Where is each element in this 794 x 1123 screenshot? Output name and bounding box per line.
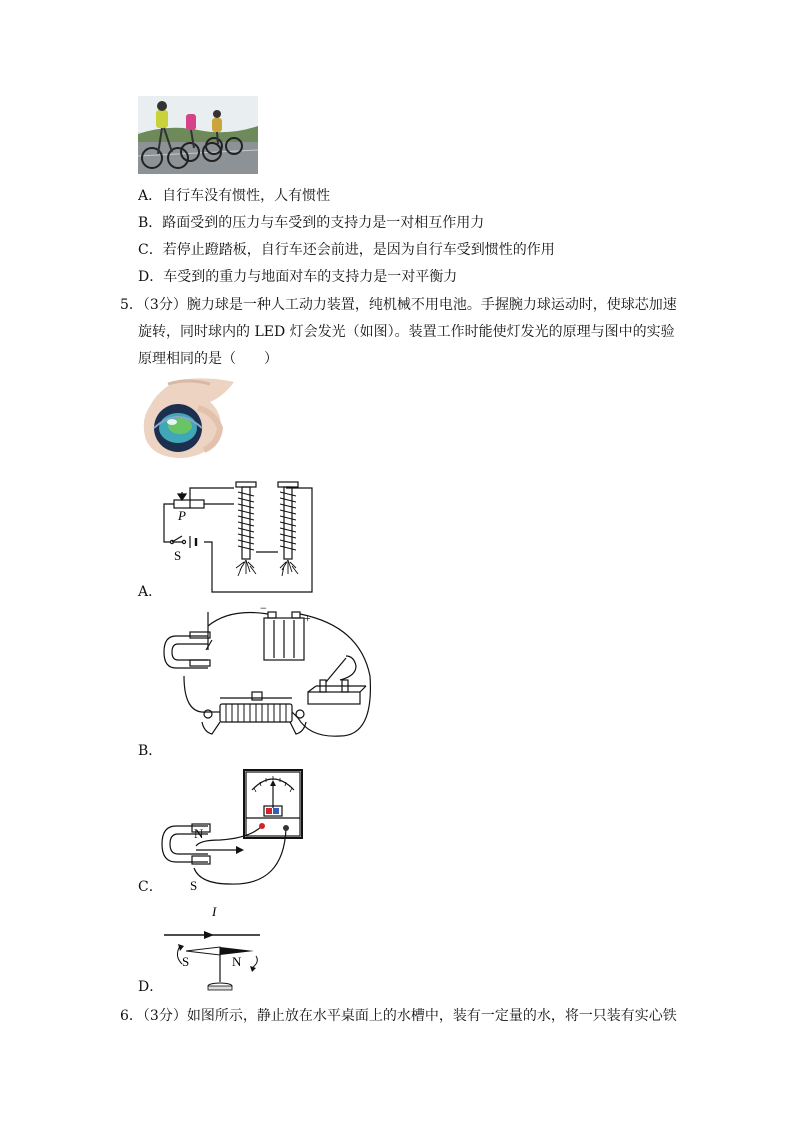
- question-5-line-3: 原理相同的是（ ）: [138, 351, 278, 367]
- figure-a-electromagnet-circuit: [160, 474, 320, 598]
- question-5-line-1: 5．（3分）腕力球是一种人工动力装置，纯机械不用电池。手握腕力球运动时，使球芯加速: [120, 297, 677, 313]
- option-text: 自行车没有惯性，人有惯性: [162, 188, 331, 204]
- option-letter: D．: [138, 269, 164, 285]
- option-text: 车受到的重力与地面对车的支持力是一对平衡力: [163, 269, 458, 285]
- option-letter: C．: [138, 242, 163, 258]
- figure-c-galvanometer-circuit: [160, 768, 310, 892]
- battery-plus-label: +: [304, 611, 311, 625]
- current-label: I: [212, 904, 217, 919]
- rheostat-label: P: [178, 508, 186, 523]
- wrist-ball-photo: [138, 376, 240, 460]
- option-letter: A．: [138, 188, 163, 204]
- option-d[interactable]: [138, 267, 457, 287]
- option-text: 若停止蹬踏板，自行车还会前进，是因为自行车受到惯性的作用: [162, 242, 555, 258]
- switch-label: S: [174, 548, 182, 563]
- figure-a-label[interactable]: A．: [138, 584, 163, 600]
- option-a[interactable]: [138, 186, 330, 206]
- magnet-south-label: S: [190, 878, 198, 892]
- option-text: 路面受到的压力与车受到的支持力是一对相互作用力: [162, 215, 485, 231]
- question-6-line-1: 6．（3分）如图所示，静止放在水平桌面上的水槽中，装有一定量的水，将一只装有实心铁: [120, 1008, 677, 1024]
- question-5-line-2: 旋转，同时球内的 LED 灯会发光（如图）。装置工作时能使灯发光的原理与图中的实验: [138, 324, 675, 340]
- figure-d-oersted-experiment: [160, 902, 264, 994]
- needle-north-label: N: [232, 954, 242, 969]
- needle-south-label: S: [182, 954, 190, 969]
- figure-b-motor-circuit: [160, 606, 378, 746]
- figure-d-label[interactable]: D．: [138, 979, 164, 995]
- magnet-north-label: N: [194, 826, 204, 841]
- option-b[interactable]: [138, 213, 484, 233]
- cyclists-photo: [138, 96, 258, 174]
- option-c[interactable]: [138, 240, 555, 260]
- figure-c-label[interactable]: C．: [138, 879, 163, 895]
- option-letter: B．: [138, 215, 163, 231]
- figure-b-label[interactable]: B．: [138, 743, 163, 759]
- battery-minus-label: −: [260, 606, 267, 615]
